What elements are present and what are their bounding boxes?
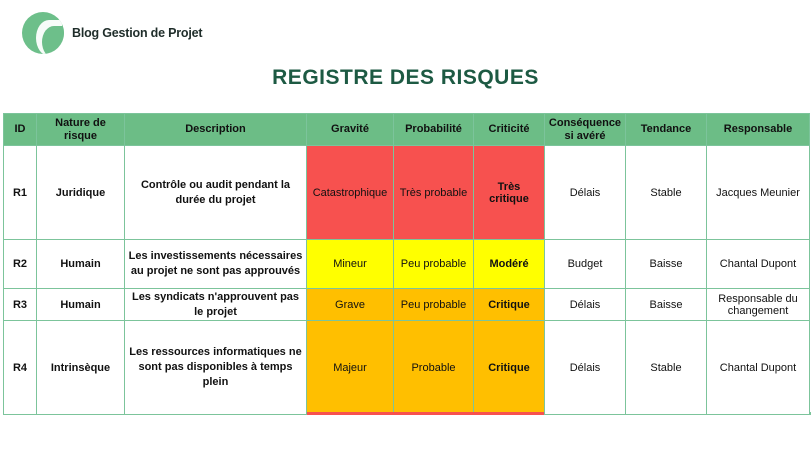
header-responsable: Responsable [707,114,810,146]
cell-criticite: Critique [474,321,545,415]
header-tendance: Tendance [626,114,707,146]
table-cut-off-edge [3,412,809,415]
cell-nature: Juridique [37,146,125,240]
cell-description: Les syndicats n'approuvent pas le projet [125,289,307,321]
cell-responsable: Responsable du changement [707,289,810,321]
table-row [4,321,810,415]
cell-consequence: Délais [545,321,626,415]
cell-consequence: Budget [545,240,626,289]
header-probabilite: Probabilité [394,114,474,146]
cell-criticite: Critique [474,289,545,321]
header-description: Description [125,114,307,146]
cell-id: R1 [4,146,37,240]
cell-probabilite: Très probable [394,146,474,240]
cell-consequence: Délais [545,146,626,240]
table-row [4,240,810,289]
page-title: REGISTRE DES RISQUES [272,66,539,89]
cell-gravite: Mineur [307,240,394,289]
table-row [4,146,810,240]
brand-name: Blog Gestion de Projet [72,26,203,40]
cell-probabilite: Peu probable [394,240,474,289]
cell-description: Contrôle ou audit pendant la durée du projet [125,146,307,240]
cell-tendance: Baisse [626,240,707,289]
cell-responsable: Chantal Dupont [707,240,810,289]
header-id: ID [4,114,37,146]
cell-responsable: Jacques Meunier [707,146,810,240]
cell-description: Les ressources informatiques ne sont pas disponibles à temps plein [125,321,307,415]
cell-criticite: Très critique [474,146,545,240]
table-header-row [4,114,810,146]
header-criticite: Criticité [474,114,545,146]
cell-id: R4 [4,321,37,415]
cell-tendance: Baisse [626,289,707,321]
header-consequence: Conséquence si avéré [545,114,626,146]
cell-nature: Humain [37,240,125,289]
cell-responsable: Chantal Dupont [707,321,810,415]
cell-gravite: Grave [307,289,394,321]
cell-gravite: Majeur [307,321,394,415]
cell-description: Les investissements nécessaires au projet ne sont pas approuvés [125,240,307,289]
brand-logo[interactable] [22,12,202,54]
cell-criticite: Modéré [474,240,545,289]
header-gravite: Gravité [307,114,394,146]
leaf-logo-icon [22,12,64,54]
cell-tendance: Stable [626,146,707,240]
cell-id: R3 [4,289,37,321]
cell-tendance: Stable [626,321,707,415]
cell-nature: Humain [37,289,125,321]
cell-probabilite: Probable [394,321,474,415]
table-row [4,289,810,321]
header-nature: Nature de risque [37,114,125,146]
risk-register-table [3,113,810,415]
cell-probabilite: Peu probable [394,289,474,321]
cell-id: R2 [4,240,37,289]
cell-nature: Intrinsèque [37,321,125,415]
cell-gravite: Catastrophique [307,146,394,240]
cell-consequence: Délais [545,289,626,321]
